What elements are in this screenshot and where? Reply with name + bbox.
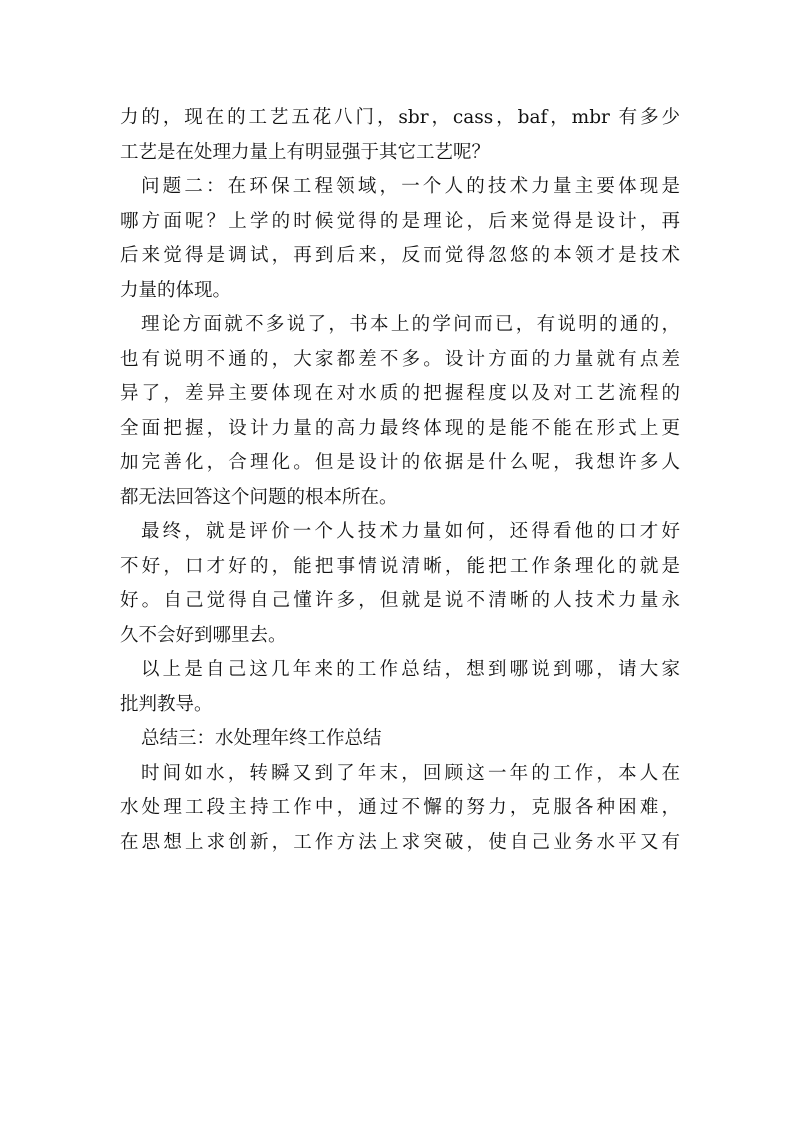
text-line: 好。自己觉得自己懂许多，但就是说不清晰的人技术力量永: [120, 590, 680, 611]
text-line: 最终，就是评价一个人技术力量如何，还得看他的口才好: [141, 521, 680, 542]
text-line: 水处理工段主持工作中，通过不懈的努力，克服各种困难，: [120, 797, 680, 818]
text-line: 也有说明不通的，大家都差不多。设计方面的力量就有点差: [120, 348, 680, 370]
text-line: 时间如水，转瞬又到了年末，回顾这一年的工作，本人在: [141, 762, 680, 784]
text-line: 后来觉得是调试，再到后来，反而觉得忽悠的本领才是技术: [120, 245, 680, 266]
section-heading-summary-three: [120, 722, 680, 757]
text-line: 不好，口才好的，能把事情说清晰，能把工作条理化的就是: [120, 555, 680, 577]
paragraph-eloquence: [120, 515, 680, 653]
text-line: 全面把握，设计力量的高力最终体现的是能不能在形式上更: [120, 417, 680, 439]
paragraph-process-comparison: [120, 101, 680, 170]
paragraph-closing-remarks: [120, 653, 680, 722]
paragraph-question-two: [120, 170, 680, 308]
text-line: 都无法回答这个问题的根本所在。: [120, 486, 398, 508]
text-line: 在思想上求创新，工作方法上求突破，使自己业务水平又有: [120, 831, 680, 853]
text-line: 加完善化，合理化。但是设计的依据是什么呢，我想许多人: [120, 452, 680, 473]
text-line: 哪方面呢？上学的时候觉得的是理论，后来觉得是设计，再: [120, 210, 680, 232]
text-line: 以上是自己这几年来的工作总结，想到哪说到哪，请大家: [141, 659, 680, 680]
body-text: [120, 101, 680, 860]
text-line: 批判教导。: [120, 693, 213, 715]
paragraph-year-end-review: [120, 757, 680, 861]
text-line: 力量的体现。: [120, 279, 232, 301]
text-line: 久不会好到哪里去。: [120, 624, 287, 646]
text-line: 力的，现在的工艺五花八门，sbr，cass，baf，mbr 有多少: [120, 107, 680, 128]
paragraph-theory-design: [120, 308, 680, 515]
text-line: 异了，差异主要体现在对水质的把握程度以及对工艺流程的: [120, 383, 680, 404]
section-heading: 总结三：水处理年终工作总结: [141, 728, 382, 749]
text-line: 问题二：在环保工程领域，一个人的技术力量主要体现是: [141, 176, 680, 197]
text-line: 理论方面就不多说了，书本上的学问而已，有说明的通的，: [141, 314, 680, 335]
text-line: 工艺是在处理力量上有明显强于其它工艺呢？: [120, 141, 491, 163]
